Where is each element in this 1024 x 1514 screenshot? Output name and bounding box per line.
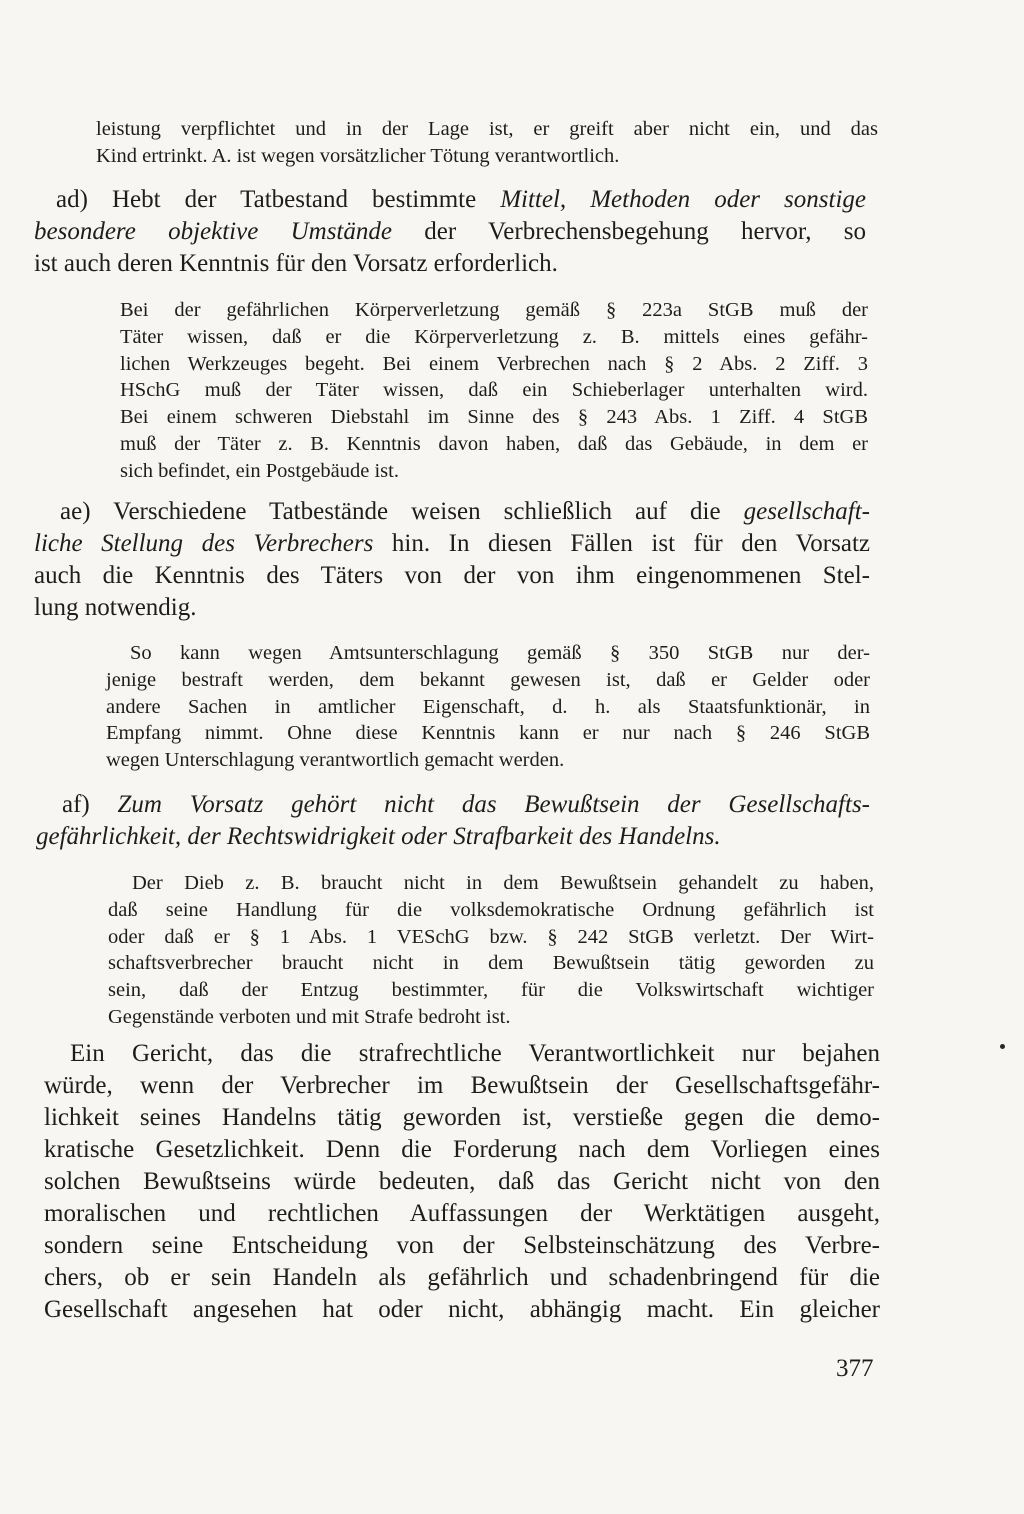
text-line: wegen Unterschlagung verantwortlich gemacht werden. [106, 749, 565, 772]
text-line: Täter wissen, daß er die Körperverletzung z. B. mittels eines gefähr- [120, 325, 868, 348]
text-line: schaftsverbrecher braucht nicht in dem Bewußtsein tätig geworden zu [108, 952, 874, 975]
text-line: solchen Bewußtseins würde bedeuten, daß das Gericht nicht von den [44, 1168, 880, 1195]
text-line: sich befindet, ein Postgebäude ist. [120, 459, 399, 482]
text-line: Empfang nimmt. Ohne diese Kenntnis kann er nur nach § 246 StGB [106, 722, 870, 745]
text-line [62, 789, 870, 821]
intro-block [96, 116, 878, 170]
text-line: muß der Täter z. B. Kenntnis davon haben, daß das Gebäude, in dem er [120, 432, 868, 455]
text-line: auch die Kenntnis des Täters von der von ihm eingenommenen Stel- [34, 562, 870, 589]
text-line: Gegenstände verboten und mit Strafe bedroht ist. [108, 1005, 511, 1028]
text-line: chers, ob er sein Handeln als gefährlich und schadenbringend für die [44, 1264, 880, 1291]
example-block-af [108, 870, 874, 1031]
text-line: Ein Gericht, das die strafrechtliche Verantwortlichkeit nur bejahen [70, 1040, 880, 1067]
page-number: 377 [836, 1355, 874, 1382]
text-line: lung notwendig. [34, 594, 197, 621]
italic-emphasis: Zum Vorsatz gehört nicht das Bewußtsein der Gesellschafts- [117, 791, 870, 818]
text-line: sondern seine Entscheidung von der Selbsteinschätzung des Verbre- [44, 1232, 880, 1259]
text-line: oder daß er § 1 Abs. 1 VESchG bzw. § 242 StGB verletzt. Der Wirt- [108, 925, 874, 948]
text-line: Bei der gefährlichen Körperverletzung gemäß § 223a StGB muß der [120, 299, 868, 321]
text-line: daß seine Handlung für die volksdemokratische Ordnung gefährlich ist [108, 898, 874, 921]
text-line: liche Stellung des Verbrechers hin. In diesen Fällen ist für den Vorsatz [34, 530, 870, 557]
text-line: kratische Gesetzlichkeit. Denn die Forderung nach dem Vorliegen eines [44, 1136, 880, 1163]
text-line: jenige bestraft werden, dem bekannt gewesen ist, daß er Gelder oder [106, 668, 870, 691]
italic-emphasis: besondere objektive Umstände [34, 218, 392, 245]
example-block-ad [120, 297, 868, 485]
text-line: andere Sachen in amtlicher Eigenschaft, d. h. als Staatsfunktionär, in [106, 695, 870, 718]
text-line: lichkeit seines Handelns tätig geworden ist, verstieße gegen die demo- [44, 1104, 880, 1131]
text-line: moralischen und rechtlichen Auffassungen der Werktätigen ausgeht, [44, 1200, 880, 1227]
text-line: HSchG muß der Täter wissen, daß ein Schieberlager unterhalten wird. [120, 379, 868, 402]
text-line: ae) Verschiedene Tatbestände weisen schließlich auf die gesellschaft- [60, 498, 870, 525]
text-line: sein, daß der Entzug bestimmter, für die Volkswirtschaft wichtiger [108, 979, 874, 1002]
text-line: besondere objektive Umstände der Verbrechensbegehung hervor, so [34, 218, 866, 245]
text-line: So kann wegen Amtsunterschlagung gemäß § 350 StGB nur der- [130, 642, 870, 664]
text-line: würde, wenn der Verbrecher im Bewußtsein der Gesellschaftsgefähr- [44, 1072, 880, 1099]
paragraph-ad [34, 184, 866, 280]
print-speck [1000, 1044, 1005, 1049]
paragraph-label: af) [62, 791, 118, 818]
text-line: Kind ertrinkt. A. ist wegen vorsätzlicher Tötung verantwortlich. [96, 144, 620, 167]
text-line: Gesellschaft angesehen hat oder nicht, abhängig macht. Ein gleicher [44, 1296, 880, 1323]
paragraph-ae [34, 496, 870, 624]
paragraph-af [36, 789, 870, 853]
italic-emphasis: gesellschaft- [743, 498, 870, 525]
example-block-ae [106, 640, 870, 774]
text-line: lichen Werkzeuges begeht. Bei einem Verbrechen nach § 2 Abs. 2 Ziff. 3 [120, 352, 868, 375]
italic-emphasis: Mittel, Methoden oder sonstige [500, 186, 866, 213]
text-line: ist auch deren Kenntnis für den Vorsatz erforderlich. [34, 250, 558, 277]
closing-paragraph [44, 1038, 880, 1326]
text-line [36, 821, 870, 853]
text-line: ad) Hebt der Tatbestand bestimmte Mittel, Methoden oder sonstige [56, 186, 866, 213]
text-line: Bei einem schweren Diebstahl im Sinne des § 243 Abs. 1 Ziff. 4 StGB [120, 406, 868, 429]
paragraph-label: ae) [60, 498, 114, 525]
text-line: leistung verpflichtet und in der Lage ist, er greift aber nicht ein, und das [96, 118, 878, 140]
italic-emphasis: liche Stellung des Verbrechers [34, 530, 374, 557]
paragraph-label: ad) [56, 186, 112, 213]
text-line: Der Dieb z. B. braucht nicht in dem Bewußtsein gehandelt zu haben, [132, 872, 874, 894]
italic-emphasis: gefährlichkeit, der Rechtswidrigkeit oder Strafbarkeit des Handelns. [36, 823, 721, 850]
